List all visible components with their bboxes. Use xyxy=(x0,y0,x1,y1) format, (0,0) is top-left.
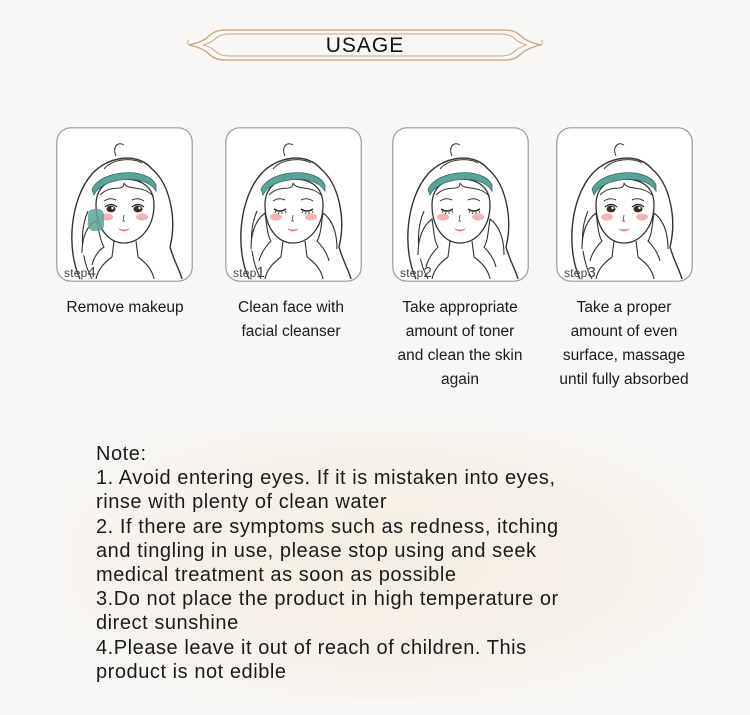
note-line: medical treatment as soon as possible xyxy=(96,564,457,587)
step-number: 3 xyxy=(587,264,597,281)
step-description-line: surface, massage xyxy=(562,347,686,364)
step-word: step xyxy=(564,266,588,280)
step-label xyxy=(564,264,596,281)
step-label xyxy=(400,264,432,281)
note-line: 2. If there are symptoms such as redness, itching xyxy=(96,515,559,538)
step-word: step xyxy=(400,266,424,280)
step-description-line: Take appropriate xyxy=(402,299,518,316)
usage-title-banner xyxy=(185,27,545,63)
page-title: USAGE xyxy=(325,34,405,57)
note-line: direct sunshine xyxy=(96,612,239,635)
step-card-toner xyxy=(392,127,529,282)
step-description-line: and clean the skin xyxy=(397,347,523,364)
step-card-massage xyxy=(556,127,693,282)
step-description xyxy=(380,296,540,392)
step-word: step xyxy=(64,266,88,280)
note-line: 1. Avoid entering eyes. If it is mistaken into eyes, xyxy=(96,467,556,490)
step-description-line: Take a proper xyxy=(576,299,672,316)
note-line: 3.Do not place the product in high temperature or xyxy=(96,588,559,611)
note-line: 4.Please leave it out of reach of children. This xyxy=(96,636,527,659)
step-description-line: amount of toner xyxy=(405,323,515,340)
girl-face-illustration-icon xyxy=(392,127,529,282)
step-label xyxy=(233,264,265,281)
note-text xyxy=(96,442,696,684)
note-heading: Note: xyxy=(96,443,147,465)
step-card-remove-makeup xyxy=(56,127,193,282)
step-description-line: again xyxy=(441,371,479,388)
step-description-line: facial cleanser xyxy=(241,323,341,340)
note-panel xyxy=(65,430,705,700)
note-line: product is not edible xyxy=(96,660,287,683)
step-description-line: Remove makeup xyxy=(66,299,184,316)
girl-face-illustration-icon xyxy=(56,127,193,282)
step-description xyxy=(45,296,205,320)
note-line: rinse with plenty of clean water xyxy=(96,491,388,514)
step-word: step xyxy=(233,266,257,280)
note-line: and tingling in use, please stop using and seek xyxy=(96,539,537,562)
step-description-line: amount of even xyxy=(570,323,678,340)
step-description-line: Clean face with xyxy=(238,299,344,316)
step-label xyxy=(64,264,96,281)
girl-face-illustration-icon xyxy=(556,127,693,282)
step-description xyxy=(544,296,704,392)
step-number: 1 xyxy=(256,264,266,281)
step-number: 2 xyxy=(423,264,433,281)
step-card-clean-face xyxy=(225,127,362,282)
step-description xyxy=(211,296,371,344)
step-description-line: until fully absorbed xyxy=(559,371,689,388)
girl-face-illustration-icon xyxy=(225,127,362,282)
step-number: 4 xyxy=(87,264,97,281)
